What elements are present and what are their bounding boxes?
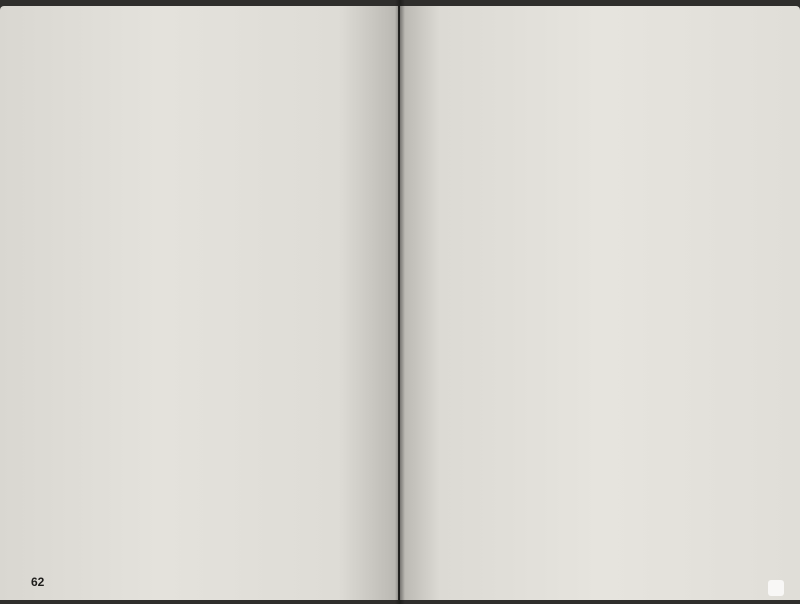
book-gutter: [395, 0, 405, 604]
labirint-watermark: [768, 580, 788, 596]
labirint-logo-icon: [768, 580, 784, 596]
left-page-number: 62: [31, 574, 45, 589]
left-page: [0, 6, 398, 600]
right-page: [400, 6, 800, 600]
